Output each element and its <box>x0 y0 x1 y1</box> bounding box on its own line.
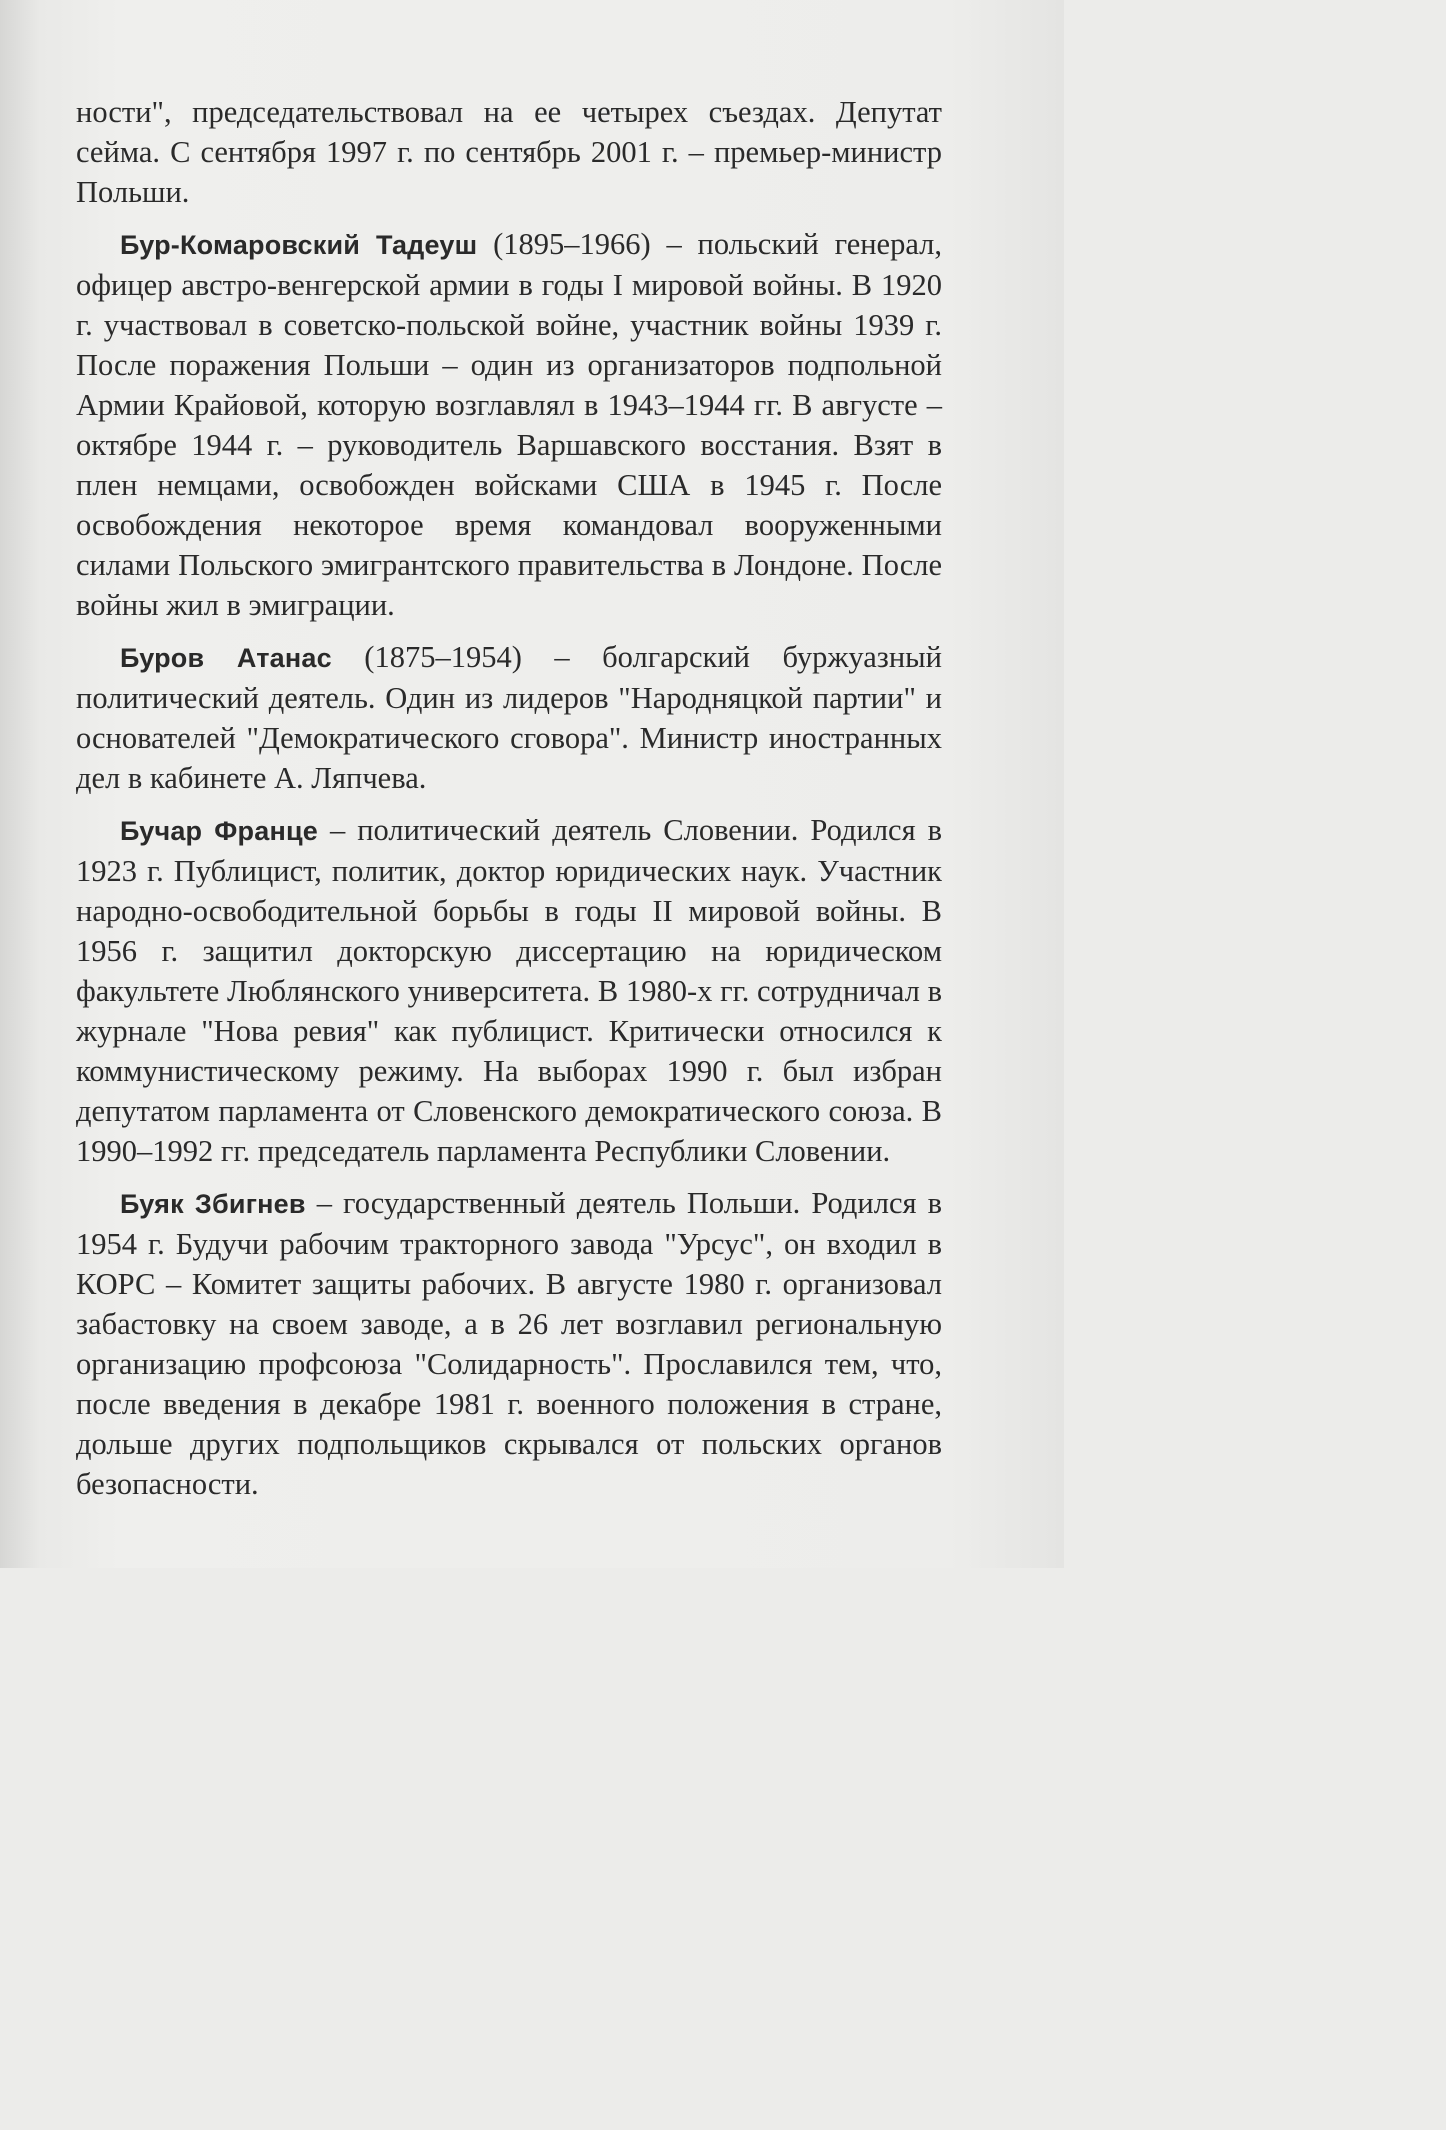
entry-burov <box>76 637 942 798</box>
entry-buchar <box>76 810 942 1171</box>
entry-bujak <box>76 1183 942 1504</box>
entry-name: Бур-Комаровский Тадеуш <box>120 230 478 260</box>
text-column <box>76 92 942 1504</box>
entry-text: – политический деятель Словении. Родился в 1923 г. Публицист, политик, доктор юридических наук. Участник народно-освободительной борьбы в годы II мировой войны. В 1956 г. защитил докторскую диссертацию на юридическом факультете Люблянского университета. В 1980-х гг. сотрудничал в журнале "Нова ревия" как публицист. Критически относился к коммунистическому режиму. На выборах 1990 г. был избран депутатом парламента от Словенского демократического союза. В 1990–1992 гг. председатель парламента Республики Словении. <box>76 813 942 1168</box>
entry-text: – государственный деятель Польши. Родился в 1954 г. Будучи рабочим тракторного завода "Урсус", он входил в КОРС – Комитет защиты рабочих. В августе 1980 г. организовал забастовку на своем заводе, а в 26 лет возглавил региональную организацию профсоюза "Солидарность". Прославился тем, что, после введения в декабре 1981 г. военного положения в стране, дольше других подпольщиков скрывался от польских органов безопасности. <box>76 1186 942 1501</box>
entry-text: (1895–1966) – польский генерал, офицер австро-венгерской армии в годы I мировой войны. В 1920 г. участвовал в советско-польской войне, участник войны 1939 г. После поражения Польши – один из организаторов подпольной Армии Крайовой, которую возглавлял в 1943–1944 гг. В августе – октябре 1944 г. – руководитель Варшавского восстания. Взят в плен немцами, освобожден войсками США в 1945 г. После освобождения некоторое время командовал вооруженными силами Польского эмигрантского правительства в Лондоне. После войны жил в эмиграции. <box>76 227 942 622</box>
entry-name: Буяк Збигнев <box>120 1189 306 1219</box>
entry-bur-komorowski <box>76 224 942 625</box>
entry-name: Буров Атанас <box>120 643 332 673</box>
entry-name: Бучар Франце <box>120 816 318 846</box>
intro-paragraph: ности", председательствовал на ее четырех съездах. Депутат сейма. С сентября 1997 г. по сентябрь 2001 г. – премьер-министр Польши. <box>76 95 942 209</box>
entry-text: (1875–1954) – болгарский буржуазный политический деятель. Один из лидеров "Народняцкой партии" и основателей "Демократического сговора". Министр иностранных дел в кабинете А. Ляпчева. <box>76 640 942 795</box>
